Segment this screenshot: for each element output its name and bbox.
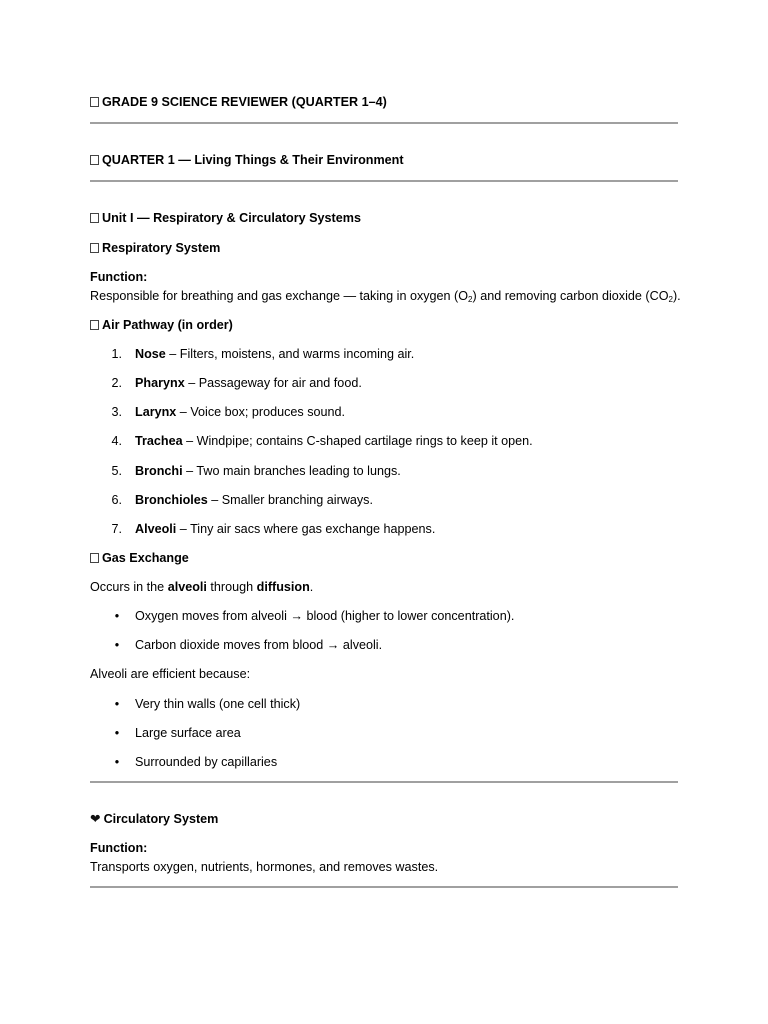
occurs-text: Occurs in the alveoli through diffusion. [90, 580, 314, 594]
quarter-heading: QUARTER 1 — Living Things & Their Environment [90, 152, 404, 168]
function-text: Transports oxygen, nutrients, hormones, and removes wastes. [90, 860, 439, 874]
divider [90, 886, 678, 888]
function-label: Function: [90, 841, 148, 855]
gas-exchange-heading: Gas Exchange [90, 550, 189, 566]
document-page: GRADE 9 SCIENCE REVIEWER (QUARTER 1–4) QUARTER 1 — Living Things & Their Environment Unit I — Respiratory & Circulatory Systems Respiratory System Function: Responsible for breathing and gas exchange — taking in oxygen $(O_2)$ and removing carbon dioxide $(CO_2)$. Air Pathway (in order) 1. Nose – Filters, moistens, and warms incoming air. 2. Pharynx – Passageway for air and food. 3. Larynx – Voice box; produces sound. 4. Trachea – Windpipe; contains C-shaped cartilage rings to keep it open. 5. Bronchi – Two main branches leading to lungs. 6. Bronchioles – Smaller branching airways. 7. Alveoli – Tiny air sacs where gas exchange happens. Gas Exchange Occurs in the alveoli through diffusion. • Oxygen moves from alveoli → blood (higher to lower concentration). • Carbon dioxide moves from blood → alveoli. Alveoli are efficient because: • Very thin walls (one cell thick) • Large surface area • Surrounded by capillaries ❤ Circulatory System Function: Transports oxygen, nutrients, hormones, and removes wastes. [0, 0, 768, 1024]
missing-glyph-icon [90, 553, 99, 563]
missing-glyph-icon [90, 155, 99, 165]
missing-glyph-icon [90, 213, 99, 223]
document-title: GRADE 9 SCIENCE REVIEWER (QUARTER 1–4) [90, 94, 387, 110]
missing-glyph-icon [90, 320, 99, 330]
missing-glyph-icon [90, 97, 99, 107]
missing-glyph-icon [90, 243, 99, 253]
section-heading-respiratory: Respiratory System [90, 240, 220, 256]
function-label: Function: [90, 270, 148, 284]
divider [90, 180, 678, 182]
divider [90, 122, 678, 124]
air-pathway-heading: Air Pathway (in order) [90, 317, 233, 333]
divider [90, 781, 678, 783]
unit-heading: Unit I — Respiratory & Circulatory Systems [90, 210, 361, 226]
section-heading-circulatory: ❤ Circulatory System [90, 812, 219, 826]
efficient-intro: Alveoli are efficient because: [90, 667, 251, 681]
heart-icon: ❤ [90, 812, 101, 826]
function-text: Responsible for breathing and gas exchange — taking in oxygen $(O_2)$ and removing carbon dioxide $(CO_2)$. [90, 289, 681, 304]
